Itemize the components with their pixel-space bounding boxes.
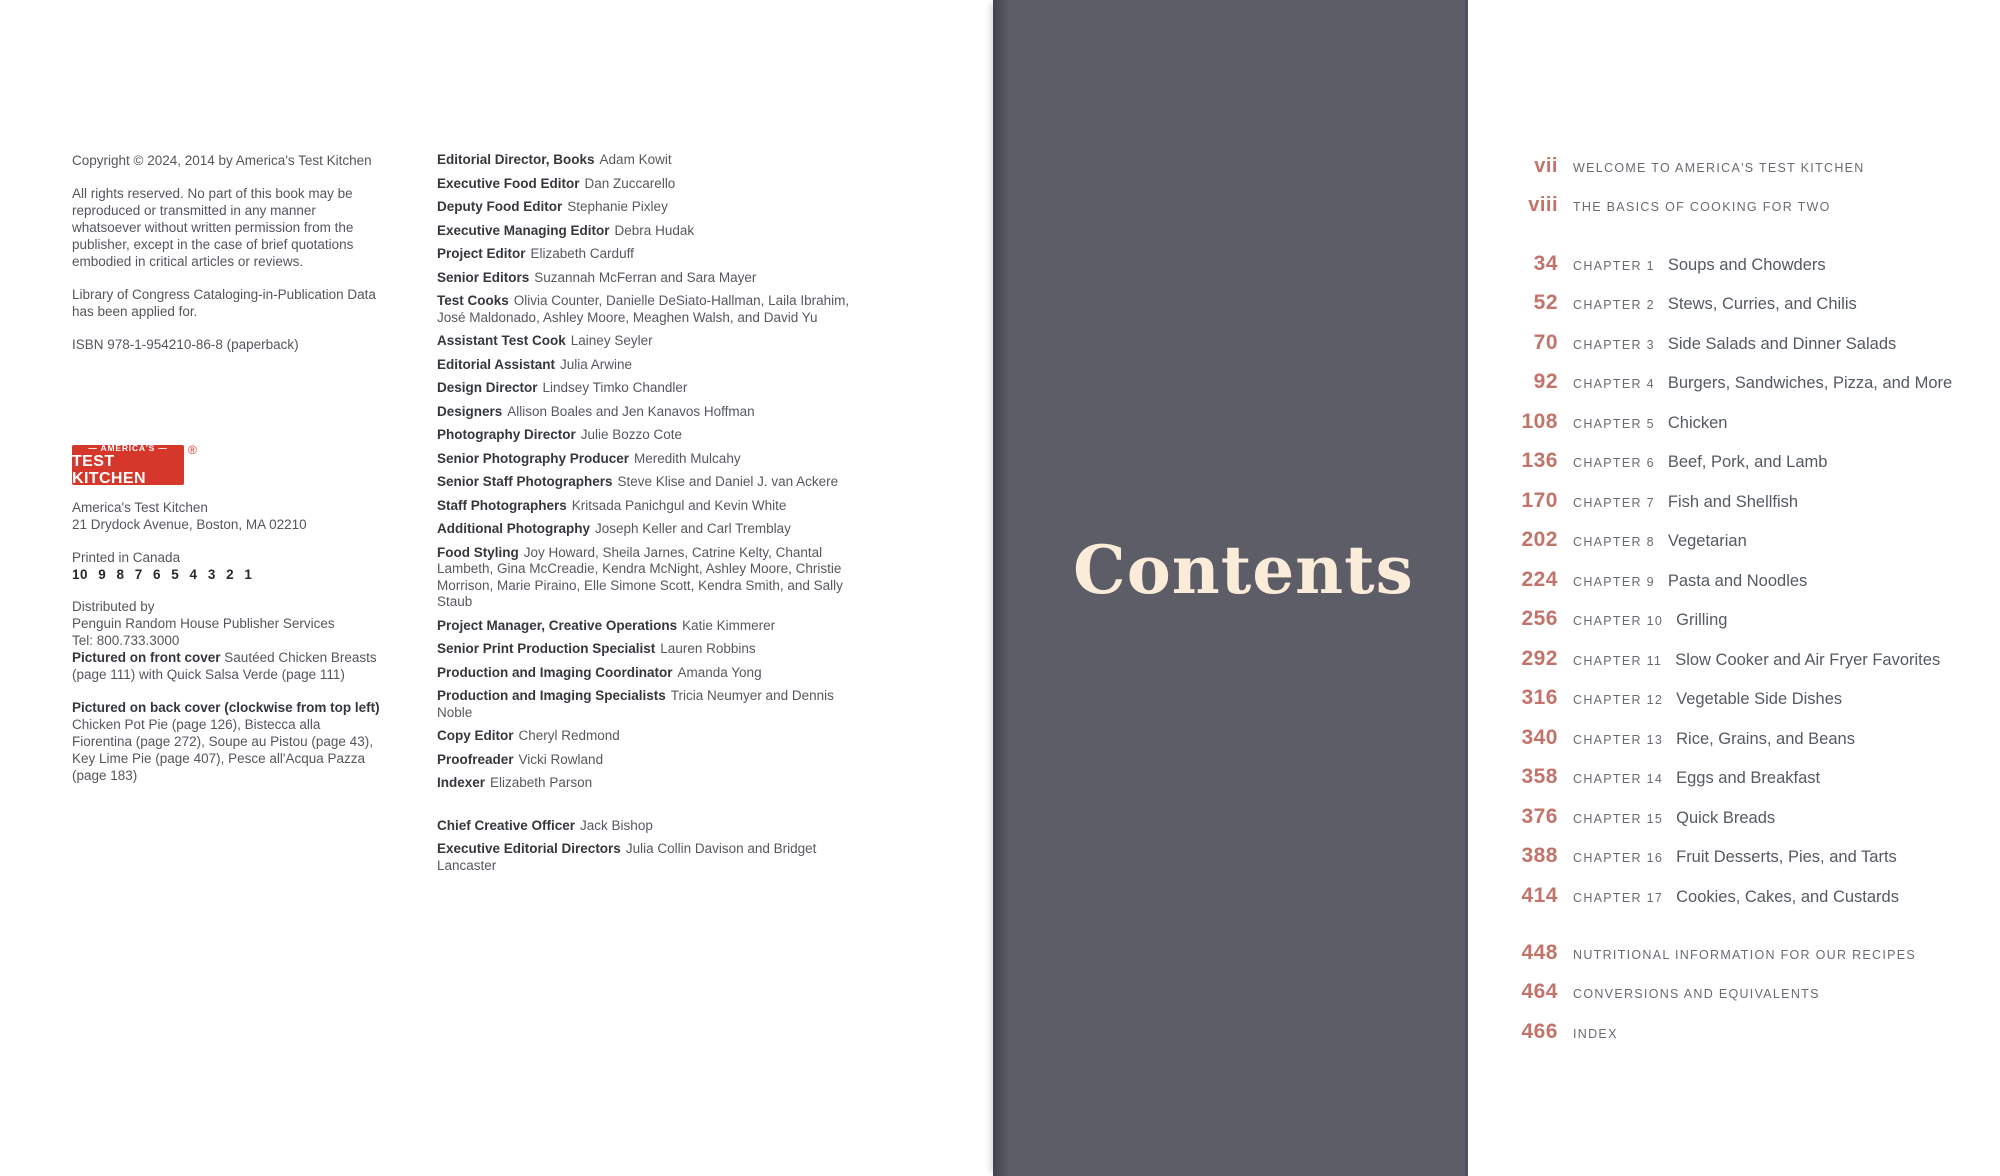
toc-row-label: CHAPTER 13 xyxy=(1573,732,1664,747)
credit-role: Copy Editor xyxy=(437,728,514,743)
credit-names: Lainey Seyler xyxy=(570,333,653,348)
credit-role: Editorial Director, Books xyxy=(437,152,595,167)
contents-title: Contents xyxy=(1073,531,1414,609)
loc-paragraph: Library of Congress Cataloging-in-Publication Data has been applied for. xyxy=(72,287,376,319)
toc-row-label: CHAPTER 17 xyxy=(1573,890,1664,905)
credit-names: Allison Boales and Jen Kanavos Hoffman xyxy=(507,403,755,419)
leadership-list xyxy=(437,818,869,875)
toc-page-number: 448 xyxy=(1521,940,1558,964)
toc-page-number: 224 xyxy=(1521,567,1558,591)
credit-entry xyxy=(437,451,869,468)
credit-role: Production and Imaging Coordinator xyxy=(437,664,673,680)
toc-chapter-title: Vegetarian xyxy=(1667,532,1747,550)
credit-entry xyxy=(437,427,869,444)
credit-entry xyxy=(437,841,869,874)
toc-page-number: 466 xyxy=(1521,1019,1558,1043)
credit-entry xyxy=(437,176,869,193)
toc-row-label: CHAPTER 1 xyxy=(1573,258,1655,273)
toc-row-label: CHAPTER 4 xyxy=(1573,377,1655,391)
toc-chapter-title: Cookies, Cakes, and Custards xyxy=(1676,887,1899,906)
printed-in-line: Printed in Canada xyxy=(72,550,181,565)
toc-page-number: 358 xyxy=(1521,765,1558,788)
toc-row xyxy=(1506,194,1986,219)
toc-row xyxy=(1506,1020,1986,1046)
credit-role: Photography Director xyxy=(437,427,576,442)
credit-names: Suzannah McFerran and Sara Mayer xyxy=(534,269,757,285)
credits-column xyxy=(437,152,869,881)
credit-names: Vicki Rowland xyxy=(518,751,604,767)
credit-entry xyxy=(437,775,869,792)
credits-list xyxy=(437,152,869,792)
credit-names: Meredith Mulcahy xyxy=(634,450,741,466)
credit-names: Olivia Counter, Danielle DeSiato-Hallman, Laila Ibrahim, José Maldonado, Ashley Moore, Meaghen Walsh, and David Yu xyxy=(437,293,850,325)
toc-chapter-title: Burgers, Sandwiches, Pizza, and More xyxy=(1667,374,1953,392)
credit-names: Jack Bishop xyxy=(580,817,653,833)
toc-chapter-title: Grilling xyxy=(1676,611,1728,629)
credit-role: Test Cooks xyxy=(437,293,509,308)
credit-names: Elizabeth Parson xyxy=(490,775,593,790)
credit-names: Steve Klise and Daniel J. van Ackere xyxy=(617,474,839,489)
toc-row-label: CHAPTER 10 xyxy=(1573,614,1664,628)
toc-row xyxy=(1506,884,1986,910)
credit-names: Stephanie Pixley xyxy=(567,199,668,214)
credit-role: Production and Imaging Specialists xyxy=(437,688,666,703)
toc-row-label: NUTRITIONAL INFORMATION FOR OUR RECIPES xyxy=(1573,947,1917,962)
back-cover-text: Chicken Pot Pie (page 126), Bistecca alla Fiorentina (page 272), Soupe au Pistou (page 43), Key Lime Pie (page 407), Pesce all'Acqua Pazza (page 183) xyxy=(72,717,373,783)
toc-chapter-title: Chicken xyxy=(1667,413,1728,432)
credit-names: Lindsey Timko Chandler xyxy=(542,380,688,395)
credit-role: Project Editor xyxy=(437,246,526,261)
credit-entry xyxy=(437,728,869,745)
toc-end-matter xyxy=(1506,941,1986,1046)
back-cover-label: Pictured on back cover (clockwise from top left) xyxy=(72,700,380,715)
toc-row-label: CHAPTER 14 xyxy=(1573,772,1664,786)
credit-role: Executive Food Editor xyxy=(437,175,580,191)
credit-role: Food Styling xyxy=(437,544,519,560)
atk-logo xyxy=(72,445,382,485)
toc-row xyxy=(1506,686,1986,712)
credit-names: Julia Collin Davison and Bridget Lancaster xyxy=(437,841,817,873)
toc-row-label: CHAPTER 9 xyxy=(1573,574,1655,589)
printing-info xyxy=(72,549,382,583)
toc-row-label: CHAPTER 2 xyxy=(1573,298,1655,312)
credit-names: Lauren Robbins xyxy=(660,641,756,656)
credit-names: Julie Bozzo Cote xyxy=(580,427,683,442)
credit-names: Joy Howard, Sheila Jarnes, Catrine Kelty, Chantal Lambeth, Gina McCreadie, Kendra McNight, Ashley Moore, Christie Morrison, Marie Piraino, Elle Simone Scott, Kendra Smith, and Sally Staub xyxy=(437,544,843,609)
credit-role: Assistant Test Cook xyxy=(437,333,566,348)
credit-names: Tricia Neumyer and Dennis Noble xyxy=(437,688,834,720)
toc-page-number: 108 xyxy=(1521,409,1558,433)
toc-row-label: THE BASICS OF COOKING FOR TWO xyxy=(1573,199,1831,214)
toc-row-label: CHAPTER 5 xyxy=(1573,416,1655,431)
credit-entry xyxy=(437,293,869,326)
toc-row-label: CHAPTER 16 xyxy=(1573,851,1664,865)
toc-chapter-title: Side Salads and Dinner Salads xyxy=(1667,334,1897,353)
toc-page-number: 340 xyxy=(1521,725,1558,749)
toc-chapter-title: Beef, Pork, and Lamb xyxy=(1667,453,1828,471)
toc-row-label: CONVERSIONS AND EQUIVALENTS xyxy=(1573,987,1820,1001)
registered-trademark-icon: ® xyxy=(188,443,197,457)
toc-chapter-title: Vegetable Side Dishes xyxy=(1676,690,1843,708)
toc-row xyxy=(1506,647,1986,673)
credit-entry xyxy=(437,404,869,421)
publisher-address xyxy=(72,499,382,533)
credit-names: Joseph Keller and Carl Tremblay xyxy=(595,521,791,536)
toc-row xyxy=(1506,528,1986,554)
credit-entry xyxy=(437,618,869,635)
atk-logo-top-text: — AMERICA'S — xyxy=(88,443,168,453)
toc-page-number: 70 xyxy=(1533,330,1558,354)
toc-chapter-title: Eggs and Breakfast xyxy=(1676,769,1821,787)
toc-page-number: 464 xyxy=(1521,980,1558,1003)
toc-row xyxy=(1506,489,1986,515)
distribution-info xyxy=(72,598,382,649)
toc-row-label: CHAPTER 3 xyxy=(1573,337,1655,352)
toc-page-number: 292 xyxy=(1521,646,1558,670)
toc-chapter-title: Soups and Chowders xyxy=(1667,255,1826,274)
toc-chapter-title: Fruit Desserts, Pies, and Tarts xyxy=(1676,848,1897,866)
front-cover-text: Sautéed Chicken Breasts (page 111) with Quick Salsa Verde (page 111) xyxy=(72,650,377,682)
credit-role: Project Manager, Creative Operations xyxy=(437,617,678,633)
credit-entry xyxy=(437,545,869,611)
credit-names: Adam Kowit xyxy=(599,152,672,167)
toc-page-number: 34 xyxy=(1533,251,1558,275)
credit-names: Cheryl Redmond xyxy=(518,728,620,743)
rights-paragraph: All rights reserved. No part of this book may be reproduced or transmitted in any manner whatsoever without written permission from the publisher, except in the case of brief quotations embodied in critical articles or reviews. xyxy=(72,186,354,269)
toc-chapter-title: Quick Breads xyxy=(1676,808,1776,827)
toc-row xyxy=(1506,980,1986,1006)
toc-page-number: 52 xyxy=(1533,291,1558,314)
credit-names: Debra Hudak xyxy=(614,222,695,238)
toc-page-number: 92 xyxy=(1533,370,1558,393)
toc-chapter-title: Slow Cooker and Air Fryer Favorites xyxy=(1675,650,1941,669)
print-run-numbers: 10 9 8 7 6 5 4 3 2 1 xyxy=(72,567,253,582)
toc-row-label: CHAPTER 8 xyxy=(1573,535,1655,549)
toc-page-number: 202 xyxy=(1521,528,1558,551)
toc-page-number: vii xyxy=(1534,155,1558,177)
toc-row xyxy=(1506,370,1986,396)
credit-entry xyxy=(437,246,869,263)
toc-page-number: 170 xyxy=(1521,488,1558,512)
toc-row xyxy=(1506,449,1986,475)
credit-role: Indexer xyxy=(437,775,486,790)
credit-entry xyxy=(437,818,869,835)
toc-row xyxy=(1506,331,1986,357)
credit-role: Designers xyxy=(437,403,503,419)
credit-entry xyxy=(437,152,869,169)
toc-row-label: CHAPTER 6 xyxy=(1573,456,1655,470)
table-of-contents xyxy=(1506,155,1986,1059)
credit-entry xyxy=(437,498,869,515)
credit-role: Senior Photography Producer xyxy=(437,450,630,466)
credit-role: Chief Creative Officer xyxy=(437,817,576,833)
distribution-line: Distributed by xyxy=(72,599,155,614)
credit-entry xyxy=(437,380,869,397)
toc-page-number: 316 xyxy=(1521,686,1558,709)
toc-page-number: 376 xyxy=(1521,804,1558,828)
toc-row-label: CHAPTER 11 xyxy=(1573,653,1663,668)
toc-row-label: WELCOME TO AMERICA'S TEST KITCHEN xyxy=(1573,161,1865,175)
credit-role: Senior Editors xyxy=(437,269,530,285)
front-cover-note xyxy=(72,649,382,683)
credit-entry xyxy=(437,688,869,721)
credit-names: Dan Zuccarello xyxy=(584,175,676,191)
toc-row-label: CHAPTER 12 xyxy=(1573,693,1664,707)
toc-chapter-title: Rice, Grains, and Beans xyxy=(1676,729,1855,748)
toc-chapters xyxy=(1506,252,1986,910)
credit-entry xyxy=(437,333,869,350)
toc-row xyxy=(1506,844,1986,870)
address-line: 21 Drydock Avenue, Boston, MA 02210 xyxy=(72,517,307,532)
credit-role: Deputy Food Editor xyxy=(437,199,563,214)
toc-chapter-title: Pasta and Noodles xyxy=(1667,571,1808,590)
copyright-section xyxy=(72,152,382,800)
toc-page-number: 388 xyxy=(1521,844,1558,867)
credit-entry xyxy=(437,199,869,216)
toc-row-label: INDEX xyxy=(1573,1026,1618,1041)
toc-page-number: 256 xyxy=(1521,607,1558,630)
toc-row-label: CHAPTER 15 xyxy=(1573,811,1664,826)
toc-row xyxy=(1506,941,1986,967)
toc-row xyxy=(1506,726,1986,752)
credit-role: Staff Photographers xyxy=(437,497,567,513)
credit-role: Design Director xyxy=(437,380,538,395)
credit-role: Editorial Assistant xyxy=(437,356,556,372)
toc-chapter-title: Fish and Shellfish xyxy=(1667,492,1799,511)
credit-names: Kritsada Panichgul and Kevin White xyxy=(571,497,787,513)
toc-page-number: 414 xyxy=(1521,883,1558,907)
toc-page-number: viii xyxy=(1528,193,1558,216)
toc-row-label: CHAPTER 7 xyxy=(1573,495,1655,510)
toc-row xyxy=(1506,252,1986,278)
atk-logo-box xyxy=(72,445,184,485)
address-line: America's Test Kitchen xyxy=(72,500,208,515)
credit-entry xyxy=(437,641,869,658)
front-cover-label: Pictured on front cover xyxy=(72,650,221,665)
credit-role: Senior Print Production Specialist xyxy=(437,641,656,656)
credit-names: Amanda Yong xyxy=(677,664,762,680)
credit-entry xyxy=(437,665,869,682)
credit-role: Proofreader xyxy=(437,751,514,767)
distribution-line: Penguin Random House Publisher Services xyxy=(72,616,335,631)
toc-row xyxy=(1506,607,1986,633)
credit-role: Executive Managing Editor xyxy=(437,222,610,238)
toc-row xyxy=(1506,805,1986,831)
credit-names: Katie Kimmerer xyxy=(682,617,776,633)
toc-chapter-title: Stews, Curries, and Chilis xyxy=(1667,295,1857,313)
credit-entry xyxy=(437,270,869,287)
toc-row xyxy=(1506,155,1986,180)
toc-page-number: 136 xyxy=(1521,449,1558,472)
credit-entry xyxy=(437,521,869,538)
credit-role: Senior Staff Photographers xyxy=(437,474,613,489)
credit-entry xyxy=(437,357,869,374)
toc-row xyxy=(1506,568,1986,594)
credit-role: Executive Editorial Directors xyxy=(437,841,621,856)
credit-role: Additional Photography xyxy=(437,521,590,536)
toc-row xyxy=(1506,291,1986,317)
copyright-line: Copyright © 2024, 2014 by America's Test Kitchen xyxy=(72,153,372,168)
toc-front-matter xyxy=(1506,155,1986,219)
credit-entry xyxy=(437,223,869,240)
contents-panel xyxy=(993,0,1468,1176)
credit-entry xyxy=(437,752,869,769)
back-cover-note xyxy=(72,699,382,784)
credit-entry xyxy=(437,474,869,491)
toc-row xyxy=(1506,410,1986,436)
credit-names: Elizabeth Carduff xyxy=(530,246,634,261)
isbn-line: ISBN 978-1-954210-86-8 (paperback) xyxy=(72,337,299,352)
credit-names: Julia Arwine xyxy=(560,356,633,372)
toc-row xyxy=(1506,765,1986,791)
atk-logo-bottom-text: TEST KITCHEN xyxy=(72,453,146,487)
distribution-line: Tel: 800.733.3000 xyxy=(72,633,180,648)
